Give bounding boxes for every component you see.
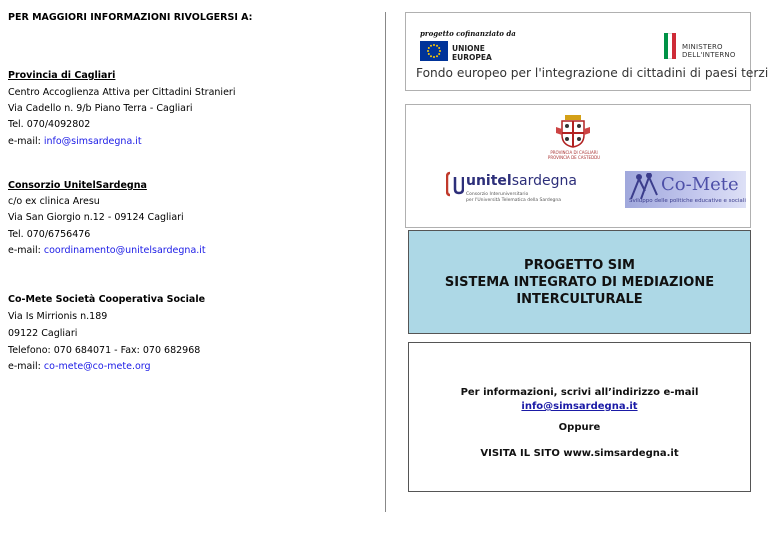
cofinanced-label: progetto cofinanziato da (420, 29, 516, 38)
comete-logo-subtitle: Sviluppo delle politiche educative e sociali (629, 198, 746, 204)
consorzio-line2: Via San Giorgio n.12 - 09124 Cagliari (8, 212, 184, 223)
unitel-word-b: sardegna (511, 173, 577, 189)
comete-logo-text: Co-Mete (661, 174, 739, 195)
comete-tel: Telefono: 070 684071 - Fax: 070 682968 (8, 345, 201, 356)
consorzio-email-link[interactable]: coordinamento@unitelsardegna.it (43, 245, 206, 256)
provincia-email-label: e-mail: (8, 136, 44, 147)
project-title (409, 257, 750, 308)
italian-flag-icon (664, 33, 676, 59)
comete-email-link[interactable]: co-mete@co-mete.org (43, 361, 151, 372)
provincia-line1: Centro Accoglienza Attiva per Cittadini Stranieri (8, 87, 236, 98)
partner-logos-box (405, 104, 751, 228)
funding-logos-box (405, 12, 768, 91)
project-title-line1: PROGETTO SIM (524, 258, 635, 273)
column-divider (385, 12, 386, 512)
info-intro: Per informazioni, scrivi all’indirizzo e-mail (460, 387, 699, 398)
unitel-word-a: unitel (466, 173, 512, 189)
provincia-email-link[interactable]: info@simsardegna.it (43, 136, 142, 147)
eu-name-line2: EUROPEA (452, 53, 492, 62)
info-oppure: Oppure (558, 422, 601, 433)
crest-caption-line1: PROVINCIA DI CAGLIARI (550, 150, 598, 155)
info-email-row (409, 401, 750, 412)
unitel-sub-line2: per l'Università Telematica della Sardegna (466, 197, 561, 203)
ministry-line1: MINISTERO (682, 43, 723, 51)
unitel-logo-icon (446, 171, 464, 197)
provincia-title: Provincia di Cagliari (8, 70, 116, 81)
comete-email-row (8, 361, 151, 372)
provincia-tel: Tel. 070/4092802 (8, 119, 91, 130)
comete-line2: 09122 Cagliari (8, 328, 78, 339)
province-crest-caption (544, 150, 604, 160)
info-box (408, 342, 751, 492)
info-email-link[interactable]: info@simsardegna.it (521, 401, 638, 412)
fund-name: Fondo europeo per l'integrazione di cittadini di paesi terzi (416, 66, 768, 80)
project-title-line3: INTERCULTURALE (516, 292, 643, 307)
comete-line1: Via Is Mirrionis n.189 (8, 311, 108, 322)
project-title-line2: SISTEMA INTEGRATO DI MEDIAZIONE (444, 275, 715, 290)
crest-caption-line2: PROVINCIA DE CASTEDDU (547, 155, 601, 160)
ministry-name (682, 43, 736, 59)
unitel-logo-text (466, 173, 577, 189)
unitel-subtitle (466, 192, 596, 203)
consorzio-email-row (8, 245, 206, 256)
eu-flag-icon (420, 41, 448, 61)
ministry-line2: DELL'INTERNO (682, 51, 736, 59)
info-visit-site[interactable]: VISITA IL SITO www.simsardegna.it (480, 448, 679, 459)
eu-name-line1: UNIONE (452, 44, 485, 53)
comete-email-label: e-mail: (8, 361, 44, 372)
comete-title: Co-Mete Società Cooperativa Sociale (8, 294, 206, 305)
provincia-line2: Via Cadello n. 9/b Piano Terra - Cagliari (8, 103, 193, 114)
consorzio-email-label: e-mail: (8, 245, 44, 256)
comete-logo (625, 171, 746, 208)
consorzio-title: Consorzio UnitelSardegna (8, 180, 147, 191)
project-title-box (408, 230, 751, 334)
unitel-sub-line1: Consorzio Interuniversitario (466, 192, 529, 197)
eu-name (452, 44, 492, 62)
province-crest-icon (554, 113, 592, 149)
consorzio-tel: Tel. 070/6756476 (8, 229, 91, 240)
provincia-email-row (8, 136, 142, 147)
consorzio-line1: c/o ex clinica Aresu (8, 196, 100, 207)
contacts-header: PER MAGGIORI INFORMAZIONI RIVOLGERSI A: (8, 12, 253, 23)
